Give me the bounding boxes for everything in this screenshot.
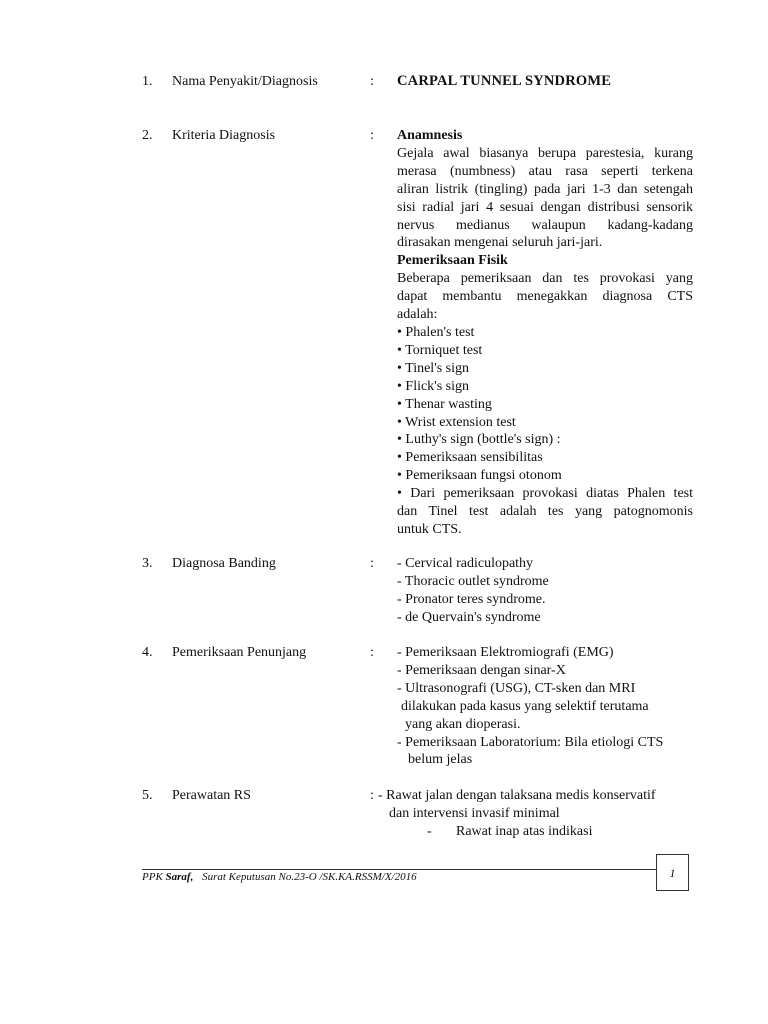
- supporting-exam-item: yang akan dioperasi.: [405, 716, 521, 732]
- supporting-exam-item: belum jelas: [408, 752, 473, 768]
- care-line: dan intervensi invasif minimal: [389, 806, 560, 821]
- physical-exam-item: • Flick's sign: [397, 378, 469, 394]
- section-content: [397, 127, 693, 539]
- physical-exam-item: • Tinel's sign: [397, 360, 470, 376]
- supporting-exam-item: - Pemeriksaan Laboratorium: Bila etiologi CTS: [397, 734, 664, 750]
- physical-exam-closing-line: • Dari pemeriksaan provokasi diatas Phalen test: [397, 486, 693, 502]
- section-number: 2.: [142, 128, 153, 143]
- supporting-exam-item: - Pemeriksaan Elektromiografi (EMG): [397, 645, 614, 660]
- section-colon: :: [370, 128, 374, 143]
- page-number: 1: [656, 854, 689, 891]
- care-line: - Rawat jalan dengan talaksana medis konservatif: [378, 788, 656, 803]
- section-label: Diagnosa Banding: [172, 556, 276, 571]
- physical-exam-item: • Wrist extension test: [397, 414, 516, 430]
- physical-exam-heading: Pemeriksaan Fisik: [397, 253, 508, 269]
- section-colon: :: [370, 556, 374, 571]
- physical-exam-item: • Phalen's test: [397, 324, 475, 340]
- differential-diagnosis-item: - Cervical radiculopathy: [397, 556, 534, 571]
- supporting-exam-item: - Ultrasonografi (USG), CT-sken dan MRI: [397, 680, 636, 696]
- footer-prefix: PPK: [142, 871, 163, 883]
- physical-exam-intro-line: dapat membantu menegakkan diagnosa CTS: [397, 289, 693, 305]
- anamnesis-line: sisi radial jari 4 sesuai dengan distribusi sensorik: [397, 199, 693, 215]
- care-dash: -: [427, 824, 432, 839]
- disease-title: CARPAL TUNNEL SYNDROME: [397, 73, 612, 89]
- section-colon: :: [370, 788, 374, 803]
- physical-exam-intro-line: adalah:: [397, 307, 438, 323]
- section-number: 3.: [142, 556, 153, 571]
- care-line: Rawat inap atas indikasi: [456, 824, 593, 839]
- differential-diagnosis-item: - de Quervain's syndrome: [397, 609, 541, 625]
- anamnesis-line: nervus medianus walaupun kadang-kadang: [397, 217, 693, 233]
- physical-exam-item: • Pemeriksaan fungsi otonom: [397, 468, 562, 484]
- physical-exam-intro-line: Beberapa pemeriksaan dan tes provokasi yang: [397, 271, 693, 287]
- differential-diagnosis-item: - Thoracic outlet syndrome: [397, 573, 549, 589]
- anamnesis-line: Gejala awal biasanya berupa parestesia, kurang: [397, 145, 693, 161]
- physical-exam-closing-line: dan Tinel test adalah tes yang patognomonis: [397, 504, 693, 520]
- footer-decree: Surat Keputusan No.23-O /SK.KA.RSSM/X/2016: [202, 871, 417, 883]
- section-number: 4.: [142, 645, 153, 660]
- section-colon: :: [370, 74, 374, 89]
- section-content: [397, 555, 693, 627]
- physical-exam-closing-line: untuk CTS.: [397, 521, 462, 537]
- anamnesis-line: merasa (numbness) atau rasa seperti terkena: [397, 163, 693, 179]
- section-number: 5.: [142, 788, 153, 803]
- physical-exam-item: • Thenar wasting: [397, 396, 492, 412]
- footer: [142, 871, 417, 883]
- physical-exam-item: • Pemeriksaan sensibilitas: [397, 450, 543, 466]
- section-label: Kriteria Diagnosis: [172, 128, 276, 143]
- differential-diagnosis-item: - Pronator teres syndrome.: [397, 591, 546, 607]
- supporting-exam-item: dilakukan pada kasus yang selektif terutama: [401, 698, 649, 714]
- anamnesis-heading: Anamnesis: [397, 128, 463, 143]
- section-content: [397, 73, 693, 91]
- section-number: 1.: [142, 74, 153, 89]
- anamnesis-line: aliran listrik (tingling) pada jari 1-3 dan setengah: [397, 181, 693, 197]
- footer-org: Saraf,: [165, 871, 194, 883]
- section-label: Nama Penyakit/Diagnosis: [172, 74, 318, 89]
- section-colon: :: [370, 645, 374, 660]
- supporting-exam-item: - Pemeriksaan dengan sinar-X: [397, 662, 566, 678]
- section-label: Pemeriksaan Penunjang: [172, 645, 307, 660]
- anamnesis-line: dirasakan mengenai seluruh jari-jari.: [397, 235, 603, 251]
- physical-exam-item: • Luthy's sign (bottle's sign) :: [397, 432, 561, 448]
- section-content: [397, 644, 693, 769]
- section-label: Perawatan RS: [172, 788, 251, 803]
- footer-divider: [142, 869, 656, 870]
- physical-exam-item: • Torniquet test: [397, 342, 483, 358]
